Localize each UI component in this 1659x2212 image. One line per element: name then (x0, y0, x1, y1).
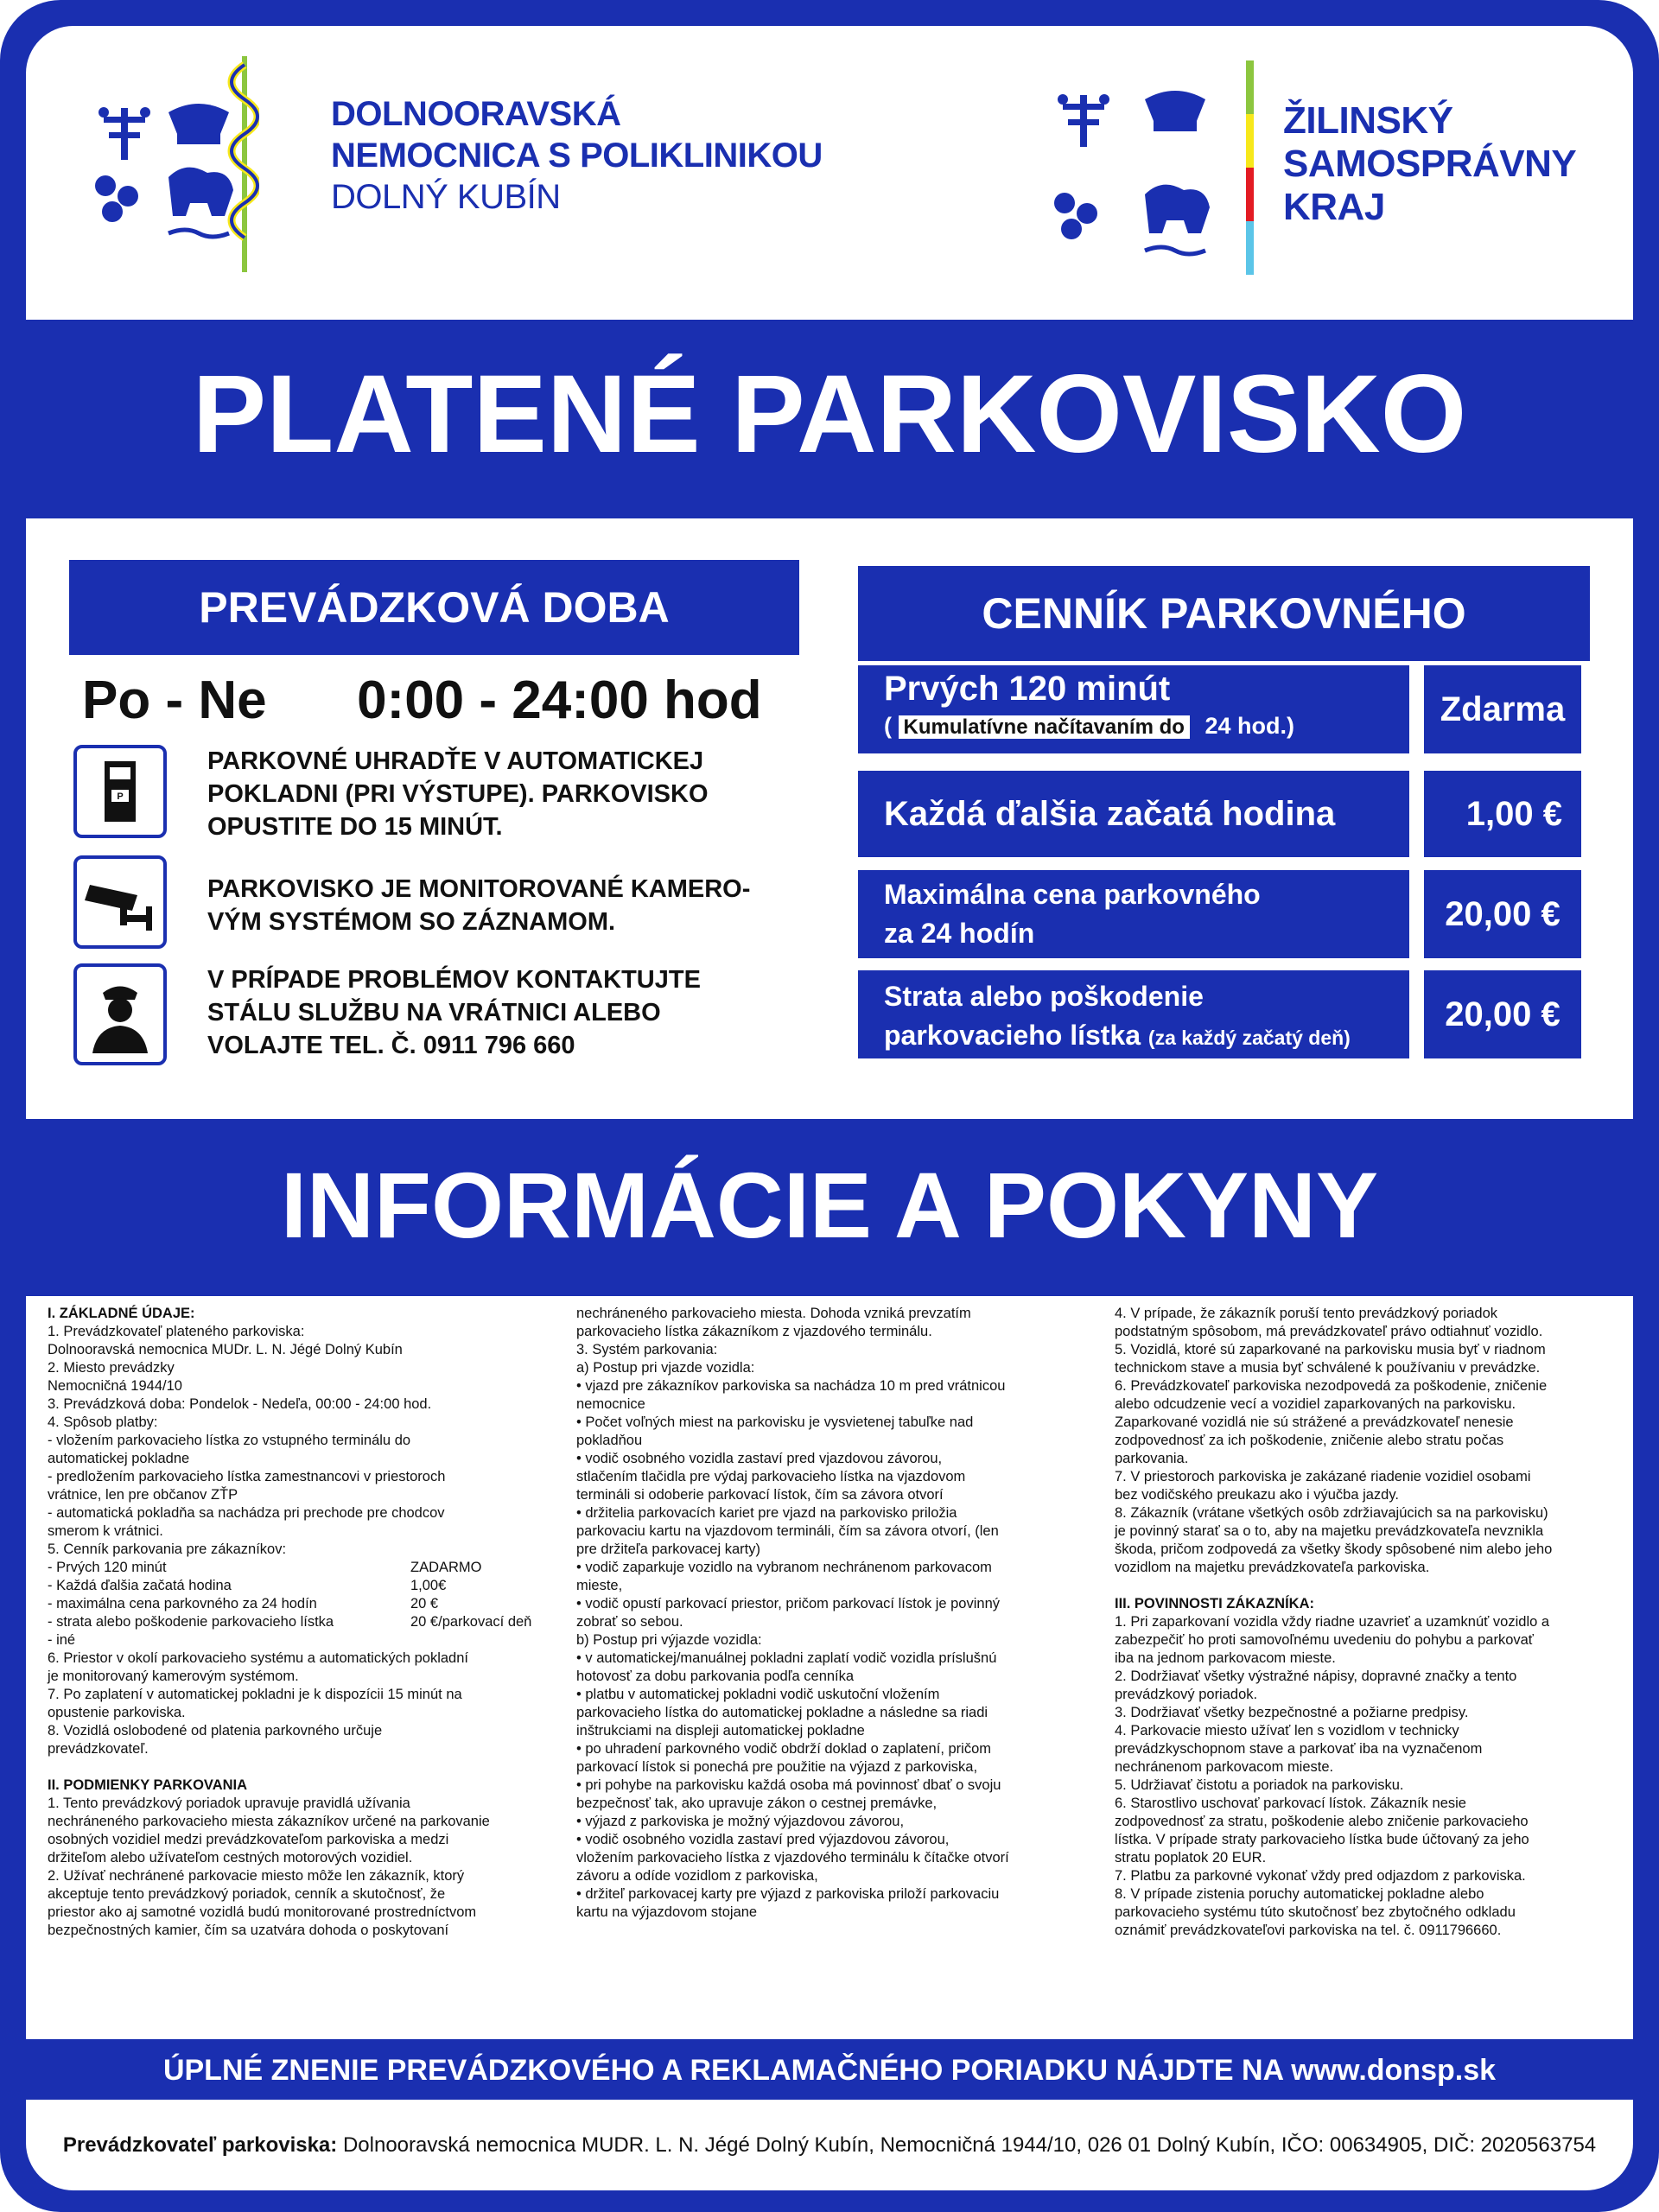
payment-text (207, 745, 795, 843)
rules-line: • platbu v automatickej pokladni vodič uskutoční vložením (576, 1687, 940, 1702)
rules-line: je monitorovaný kamerovým systémom. (48, 1669, 299, 1684)
rules-column-1 (48, 1305, 557, 1940)
rules-line: nechráneného parkovacieho miesta zákazníkov určené na parkovanie (48, 1814, 490, 1829)
operator-label: Prevádzkovateľ parkoviska: (62, 2133, 338, 2157)
region-name-line1: ŽILINSKÝ (1283, 99, 1453, 142)
payment-text-line2: POKLADNI (PRI VÝSTUPE). PARKOVISKO (207, 780, 709, 808)
camera-text-line2: VÝM SYSTÉMOM SO ZÁZNAMOM. (207, 908, 616, 936)
rules-line: 2. Užívať nechránené parkovacie miesto môže len zákazník, ktorý (48, 1868, 465, 1884)
price-max-label: Maximálna cena parkovného (884, 879, 1261, 910)
rules-line: 5. Udržiavať čistotu a poriadok na parkovisku. (1115, 1777, 1404, 1793)
rules-line-value: 20 € (410, 1596, 439, 1611)
rules-line: 1. Prevádzkovateľ plateného parkoviska: (48, 1324, 305, 1339)
rules-line: I. ZÁKLADNÉ ÚDAJE: (48, 1306, 195, 1321)
rules-line: 7. V priestoroch parkoviska je zakázané riadenie vozidiel osobami (1115, 1469, 1531, 1484)
rules-line: - Prvých 120 minút ZADARMO (48, 1560, 482, 1575)
rules-line: • výjazd z parkoviska je možný výjazdovou závorou, (576, 1814, 905, 1829)
rules-line: • vodič osobného vozidla zastaví pred výjazdovou závorou, (576, 1832, 950, 1847)
camera-icon (73, 855, 167, 949)
rules-line: termináli si odoberie parkovací lístok, čím sa závora otvorí (576, 1487, 944, 1503)
region-coat-of-arms-icon (1046, 52, 1262, 285)
rules-line: akceptuje tento prevádzkový poriadok, cenník a skutočnosť, že (48, 1886, 446, 1902)
price-row-max-label (858, 870, 1409, 958)
rules-line: 4. Spôsob platby: (48, 1414, 158, 1430)
rules-line: 5. Vozidlá, ktoré sú zaparkované na parkovisku musia byť v riadnom (1115, 1342, 1546, 1357)
rules-line: pokladňou (576, 1433, 643, 1448)
rules-line: nechráneného parkovacieho miesta. Dohoda vzniká prevzatím (576, 1306, 971, 1321)
rules-line: 7. Po zaplatení v automatickej pokladni je k dispozícii 15 minút na (48, 1687, 462, 1702)
price-hour-value (1424, 771, 1581, 857)
rules-line: zodpovednosť za ich poškodenie, zničenie alebo stratu počas (1115, 1433, 1504, 1448)
rules-line-value: 20 €/parkovací deň (410, 1614, 532, 1630)
rules-line (1115, 1577, 1624, 1595)
rules-line: - Každá ďalšia začatá hodina 1,00€ (48, 1578, 447, 1593)
rules-line: vrátnice, len pre občanov ZŤP (48, 1487, 238, 1503)
rules-line: vložením parkovacieho lístka z vjazdového terminálu k čítačke otvorí (576, 1850, 1009, 1866)
rules-line: bezpečnosť tak, ako upravuje zákon o cestnej premávke, (576, 1796, 938, 1811)
hospital-name-line2: NEMOCNICA S POLIKLINIKOU (331, 137, 823, 175)
rules-line: 3. Prevádzková doba: Pondelok - Nedeľa, 00:00 - 24:00 hod. (48, 1396, 432, 1412)
rules-line: 3. Systém parkovania: (576, 1342, 718, 1357)
rules-line: pre držiteľa parkovacej karty) (576, 1541, 760, 1557)
price-free-note-box: Kumulatívne načítavaním do (899, 715, 1190, 739)
rules-line-value: 1,00€ (410, 1578, 447, 1593)
rules-column-2 (576, 1305, 1095, 1922)
rules-line: - iné (48, 1632, 76, 1648)
rules-line: • vodič zaparkuje vozidlo na vybranom nechránenom parkovacom (576, 1560, 992, 1575)
rules-line: 1. Pri zaparkovaní vozidla vždy riadne uzavrieť a uzamknúť vozidlo a (1115, 1614, 1550, 1630)
rules-line: prevádzkový poriadok. (1115, 1687, 1258, 1702)
rules-line: • Počet voľných miest na parkovisku je vysvietenej tabuľke nad (576, 1414, 974, 1430)
price-row-hour-label (858, 771, 1409, 857)
rules-line: 8. Vozidlá oslobodené od platenia parkovného určuje (48, 1723, 383, 1738)
price-row-free-label (858, 665, 1409, 753)
price-heading: CENNÍK PARKOVNÉHO (858, 566, 1590, 661)
rules-line: osobných vozidiel medzi prevádzkovateľom parkoviska a medzi (48, 1832, 449, 1847)
rules-line: závoru a odíde vozidlom z parkoviska, (576, 1868, 818, 1884)
rules-line: • po uhradení parkovného vodič obdrží doklad o zaplatení, pričom (576, 1741, 991, 1757)
rules-line: parkovací lístok si ponechá pre použitie na výjazd z parkoviska, (576, 1759, 978, 1775)
rules-line: je povinný starať sa o to, aby na majetku prevádzkovateľa nevznikla (1115, 1523, 1544, 1539)
hours-days: Po - Ne (82, 671, 267, 730)
rules-line: - maximálna cena parkovného za 24 hodín 20 € (48, 1596, 439, 1611)
rules-line: automatickej pokladne (48, 1451, 190, 1466)
price-free-note-end: 24 hod.) (1205, 713, 1294, 739)
payment-kiosk-icon (73, 745, 167, 838)
price-max-value: 20,00 € (1424, 870, 1581, 958)
rules-line: držiteľom alebo užívateľom cestných motorových vozidiel. (48, 1850, 413, 1866)
operator-info (63, 2133, 1596, 2158)
price-free-label: Prvých 120 minút (884, 670, 1171, 708)
rules-line: nemocnice (576, 1396, 645, 1412)
rules-line: 6. Starostlivo uschovať parkovací lístok. Zákazník nesie (1115, 1796, 1466, 1811)
guard-icon (73, 963, 167, 1065)
rules-line: 6. Prevádzkovateľ parkoviska nezodpovedá za poškodenie, zničenie (1115, 1378, 1548, 1394)
rules-line: - vložením parkovacieho lístka zo vstupného terminálu do (48, 1433, 411, 1448)
operator-text: Dolnooravská nemocnica MUDR. L. N. Jégé Dolný Kubín, Nemocničná 1944/10, 026 01 Dolný Kubín, IČO: 00634905, DIČ: 2020563754 (342, 2133, 1597, 2157)
rules-line: zodpovednosť za stratu, poškodenie alebo zničenie parkovacieho (1115, 1814, 1529, 1829)
hours-time: 0:00 - 24:00 hod (357, 671, 762, 730)
rules-line: III. POVINNOSTI ZÁKAZNÍKA: (1115, 1596, 1314, 1611)
rules-line: 2. Dodržiavať všetky výstražné nápisy, dopravné značky a tento (1115, 1669, 1517, 1684)
price-free-value: Zdarma (1424, 665, 1581, 753)
rules-line: parkovaciu kartu na vjazdovom termináli, čím sa závora otvorí, (len (576, 1523, 999, 1539)
price-free-note (884, 713, 1294, 740)
hospital-logo (86, 48, 259, 285)
coat-of-arms-icon (86, 48, 259, 281)
rules-line: 2. Miesto prevádzky (48, 1360, 175, 1376)
region-name-line2: SAMOSPRÁVNY (1283, 143, 1577, 185)
rules-line: 4. Parkovacie miesto užívať len s vozidlom v technicky (1115, 1723, 1459, 1738)
rules-line: iba na jednom parkovacom mieste. (1115, 1650, 1336, 1666)
guard-text-line1: V PRÍPADE PROBLÉMOV KONTAKTUJTE (207, 966, 701, 994)
rules-line: škoda, pričom zodpovedá za všetky škody spôsobené nim alebo jeho (1115, 1541, 1553, 1557)
rules-line: zobrať so sebou. (576, 1614, 683, 1630)
rules-line: 4. V prípade, že zákazník poruší tento prevádzkový poriadok (1115, 1306, 1498, 1321)
rules-line: 7. Platbu za parkovné vykonať vždy pred odjazdom z parkoviska. (1115, 1868, 1526, 1884)
rules-line: opustenie parkoviska. (48, 1705, 186, 1720)
rules-line: Dolnooravská nemocnica MUDr. L. N. Jégé Dolný Kubín (48, 1342, 403, 1357)
price-lost-label2 (884, 1020, 1351, 1052)
rules-line: nechránenom parkovacom mieste. (1115, 1759, 1334, 1775)
rules-line: bez vodičského preukazu ako i výučba jazdy. (1115, 1487, 1399, 1503)
footer-panel (26, 2100, 1633, 2190)
rules-line: • vodič opustí parkovací priestor, pričom parkovací lístok je povinný (576, 1596, 1000, 1611)
rules-line: stratu poplatok 20 EUR. (1115, 1850, 1267, 1866)
rules-line-value: ZADARMO (410, 1560, 482, 1575)
rules-line: podstatným spôsobom, má prevádzkovateľ právo odtiahnuť vozidlo. (1115, 1324, 1543, 1339)
page-title: PLATENÉ PARKOVISKO (192, 353, 1467, 476)
price-max-label2: za 24 hodín (884, 918, 1035, 949)
payment-text-line3: OPUSTITE DO 15 MINÚT. (207, 813, 503, 841)
rules-line: 5. Cenník parkovania pre zákazníkov: (48, 1541, 287, 1557)
rules-line: • vjazd pre zákazníkov parkoviska sa nachádza 10 m pred vrátnicou (576, 1378, 1006, 1394)
rules-line: - predložením parkovacieho lístka zamestnancovi v priestoroch (48, 1469, 446, 1484)
rules-line: 6. Priestor v okolí parkovacieho systému a automatických pokladní (48, 1650, 468, 1666)
rules-line: alebo odcudzenie vecí a vozidiel zaparkovaných na parkovisku. (1115, 1396, 1516, 1412)
rules-line: • držiteľ parkovacej karty pre výjazd z parkoviska priloží parkovaciu (576, 1886, 1000, 1902)
rules-line (48, 1758, 557, 1777)
rules-line: zabezpečiť ho proti samovoľnému uvedeniu do pohybu a parkovať (1115, 1632, 1534, 1648)
region-logo (1046, 52, 1262, 289)
rules-line: 8. V prípade zistenia poruchy automatickej pokladne alebo (1115, 1886, 1484, 1902)
rules-line: a) Postup pri vjazde vozidla: (576, 1360, 755, 1376)
rules-line: parkovacieho lístka do automatickej pokladne a následne sa riadi (576, 1705, 988, 1720)
rules-line: parkovania. (1115, 1451, 1189, 1466)
rules-line: mieste, (576, 1578, 623, 1593)
region-name (1283, 99, 1576, 229)
guard-text (207, 963, 795, 1062)
rules-line: 3. Dodržiavať všetky bezpečnostné a požiarne predpisy. (1115, 1705, 1469, 1720)
price-hour-value-text: 1,00 € (1465, 794, 1562, 833)
rules-line: Zaparkované vozidlá nie sú strážené a prevádzkovateľ nenesie (1115, 1414, 1514, 1430)
price-lost-label2-text: parkovacieho lístka (884, 1020, 1141, 1051)
rules-line: smerom k vrátnici. (48, 1523, 163, 1539)
rules-line: • pri pohybe na parkovisku každá osoba má povinnosť dbať o svoju (576, 1777, 1001, 1793)
rules-line: prevádzkovateľ. (48, 1741, 149, 1757)
rules-line: kartu na výjazdovom stojane (576, 1904, 758, 1920)
hospital-name-line3: DOLNÝ KUBÍN (331, 178, 561, 216)
rules-column-3 (1115, 1305, 1624, 1940)
camera-text (207, 873, 795, 938)
footer-banner: ÚPLNÉ ZNENIE PREVÁDZKOVÉHO A REKLAMAČNÉHO PORIADKU NÁJDTE NA www.donsp.sk (162, 2054, 1497, 2087)
rules-line: - automatická pokladňa sa nachádza pri prechode pre chodcov (48, 1505, 445, 1521)
rules-line: parkovacieho systému túto skutočnosť bez zbytočného odkladu (1115, 1904, 1516, 1920)
guard-text-line3: VOLAJTE TEL. Č. 0911 796 660 (207, 1032, 575, 1059)
hours-heading: PREVÁDZKOVÁ DOBA (69, 560, 799, 655)
price-lost-label2-small: (za každý začatý deň) (1147, 1027, 1351, 1049)
rules-line: - strata alebo poškodenie parkovacieho lístka 20 €/parkovací deň (48, 1614, 532, 1630)
rules-line: 8. Zákazník (vrátane všetkých osôb zdržiavajúcich sa na parkovisku) (1115, 1505, 1548, 1521)
region-name-line3: KRAJ (1283, 186, 1385, 228)
rules-line: II. PODMIENKY PARKOVANIA (48, 1777, 248, 1793)
hours-row (82, 670, 762, 731)
price-lost-value: 20,00 € (1424, 970, 1581, 1058)
price-lost-label: Strata alebo poškodenie (884, 981, 1204, 1012)
rules-line: prevádzkyschopnom stave a parkovať iba na vyznačenom (1115, 1741, 1483, 1757)
hospital-name (331, 93, 823, 218)
hospital-name-line1: DOLNOORAVSKÁ (331, 95, 621, 133)
rules-line: Nemocničná 1944/10 (48, 1378, 182, 1394)
camera-text-line1: PARKOVISKO JE MONITOROVANÉ KAMERO- (207, 875, 751, 903)
rules-line: • držitelia parkovacích kariet pre vjazd na parkovisko priložia (576, 1505, 957, 1521)
rules-line: hotovosť za dobu parkovania podľa cenníka (576, 1669, 855, 1684)
price-row-lost-label (858, 970, 1409, 1058)
rules-line: parkovacieho lístka zákazníkom z vjazdového terminálu. (576, 1324, 932, 1339)
rules-line: lístka. V prípade straty parkovacieho lístka bude účtovaný za jeho (1115, 1832, 1529, 1847)
svg-text:P: P (117, 791, 124, 802)
price-free-note-paren: ( (884, 713, 892, 739)
rules-line: oznámiť prevádzkovateľovi parkoviska na tel. č. 0911796660. (1115, 1923, 1502, 1938)
rules-line: bezpečnostných kamier, čím sa uzatvára dohoda o poskytovaní (48, 1923, 449, 1938)
rules-line: priestor ako aj samotné vozidlá budú monitorované prostredníctvom (48, 1904, 477, 1920)
guard-text-line2: STÁLU SLUŽBU NA VRÁTNICI ALEBO (207, 999, 661, 1027)
rules-line: vozidlom na majetku prevádzkovateľa parkoviska. (1115, 1560, 1430, 1575)
rules-line: • v automatickej/manuálnej pokladni zaplatí vodič vozidla príslušnú (576, 1650, 997, 1666)
rules-line: inštrukciami na displeji automatickej pokladne (576, 1723, 865, 1738)
info-title: INFORMÁCIE A POKYNY (280, 1153, 1379, 1257)
price-hour-label: Každá ďalšia začatá hodina (884, 794, 1336, 833)
rules-line: b) Postup pri výjazde vozidla: (576, 1632, 762, 1648)
payment-text-line1: PARKOVNÉ UHRADŤE V AUTOMATICKEJ (207, 747, 704, 775)
rules-line: 1. Tento prevádzkový poriadok upravuje pravidlá užívania (48, 1796, 410, 1811)
rules-line: technickom stave a musia byť schválené k používaniu v prevádzke. (1115, 1360, 1541, 1376)
rules-line: • vodič osobného vozidla zastaví pred vjazdovou závorou, (576, 1451, 943, 1466)
rules-line: stlačením tlačidla pre výdaj parkovacieho lístka na vjazdovom (576, 1469, 966, 1484)
